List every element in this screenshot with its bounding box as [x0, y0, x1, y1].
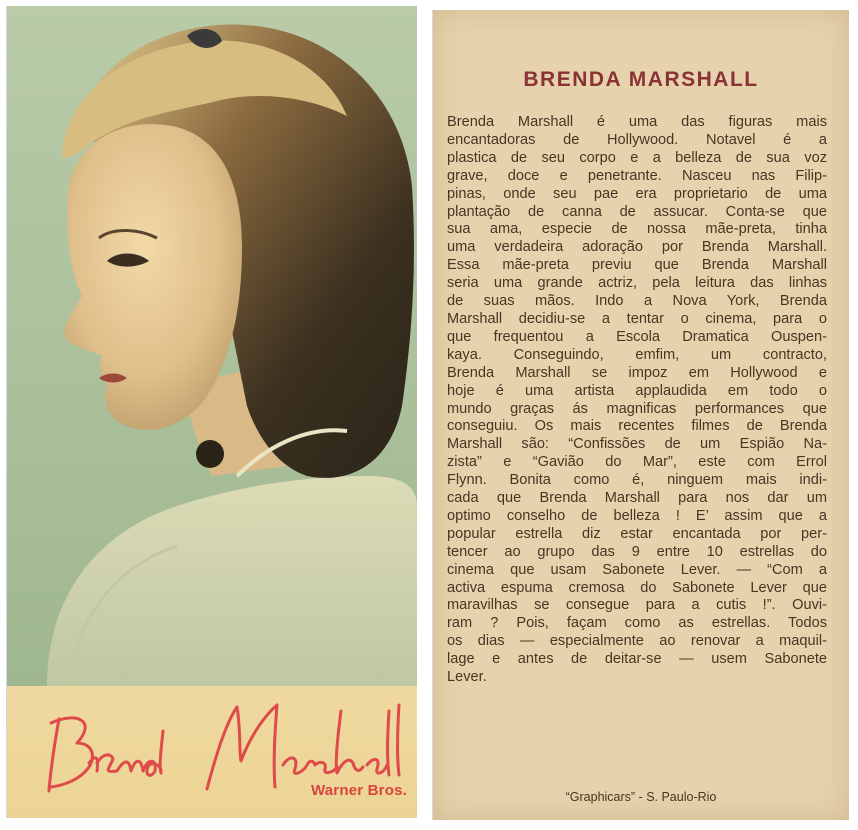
body-line: mundo graças ás magnificas performances que [447, 400, 827, 417]
body-line: Marshall são: “Confissões de um Espião Na- [447, 436, 827, 453]
body-line: grave, doce e penetrante. Nasceu nas Filip- [447, 167, 827, 184]
back-body-text [447, 114, 827, 687]
card-back [432, 10, 849, 820]
body-line: plantação de canna de assucar. Conta-se que [447, 203, 827, 220]
body-line: lage e antes de deitar-se — usem Sabonete [447, 651, 827, 668]
portrait-illustration [7, 6, 417, 686]
body-line: ram ? Pois, façam como as estrellas. Todos [447, 615, 827, 632]
body-line: uma verdadeira adoração por Brenda Marshall. [447, 239, 827, 256]
card-front [6, 6, 417, 818]
body-line: Marshall decidiu-se a tentar o cinema, para o [447, 310, 827, 327]
body-line: cada que Brenda Marshall para nos dar um [447, 490, 827, 507]
body-line: Brenda Marshall é uma das figuras mais [447, 114, 827, 130]
body-line: de suas mãos. Indo a Nova York, Brenda [447, 293, 827, 310]
body-line: activa espuma cremosa do Sabonete Lever que [447, 579, 827, 596]
body-line: pinas, onde seu pae era proprietario de uma [447, 185, 827, 202]
back-title: BRENDA MARSHALL [523, 68, 759, 91]
printer-credit: “Graphicars” - S. Paulo-Rio [565, 790, 717, 804]
body-line: Lever. [447, 669, 487, 686]
body-line: zista” e “Gavião do Mar”, este com Errol [447, 454, 827, 471]
body-line: sua ama, especie de nossa mãe-preta, tinha [447, 221, 827, 238]
body-line: tencer ao grupo das 9 entre 10 estrellas do [447, 543, 827, 560]
body-line: encantadoras de Hollywood. Notavel é a [447, 131, 827, 148]
studio-name: Warner Bros. [310, 782, 407, 799]
portrait-photo [7, 6, 417, 686]
body-line: maravilhas se consegue para a cutis !”. Ouvi- [447, 597, 827, 614]
body-line: plastica de seu corpo e a belleza de sua voz [447, 149, 827, 166]
body-line: cinema que usam Sabonete Lever. — “Com a [447, 561, 827, 578]
body-line: os dias — especialmente ao renovar a maquil- [447, 633, 827, 650]
body-line: hoje é uma artista applaudida em todo o [447, 382, 827, 399]
body-line: Flynn. Bonita como é, ninguem mais indi- [447, 472, 827, 489]
body-line: kaya. Conseguindo, emfim, um contracto, [447, 346, 827, 363]
body-line: seria uma grande actriz, pela leitura das linhas [447, 275, 827, 292]
body-line: popular estrella diz estar encantada por per- [447, 525, 827, 542]
body-line: conseguiu. Os mais recentes filmes de Brenda [447, 418, 827, 435]
body-line: Essa mãe-preta previu que Brenda Marshall [447, 257, 827, 274]
body-line: Brenda Marshall se impoz em Hollywood e [447, 364, 827, 381]
body-line: optimo conselho de belleza ! E’ assim que a [447, 507, 827, 524]
body-line: que frequentou a Escola Dramatica Ouspen- [447, 328, 827, 345]
